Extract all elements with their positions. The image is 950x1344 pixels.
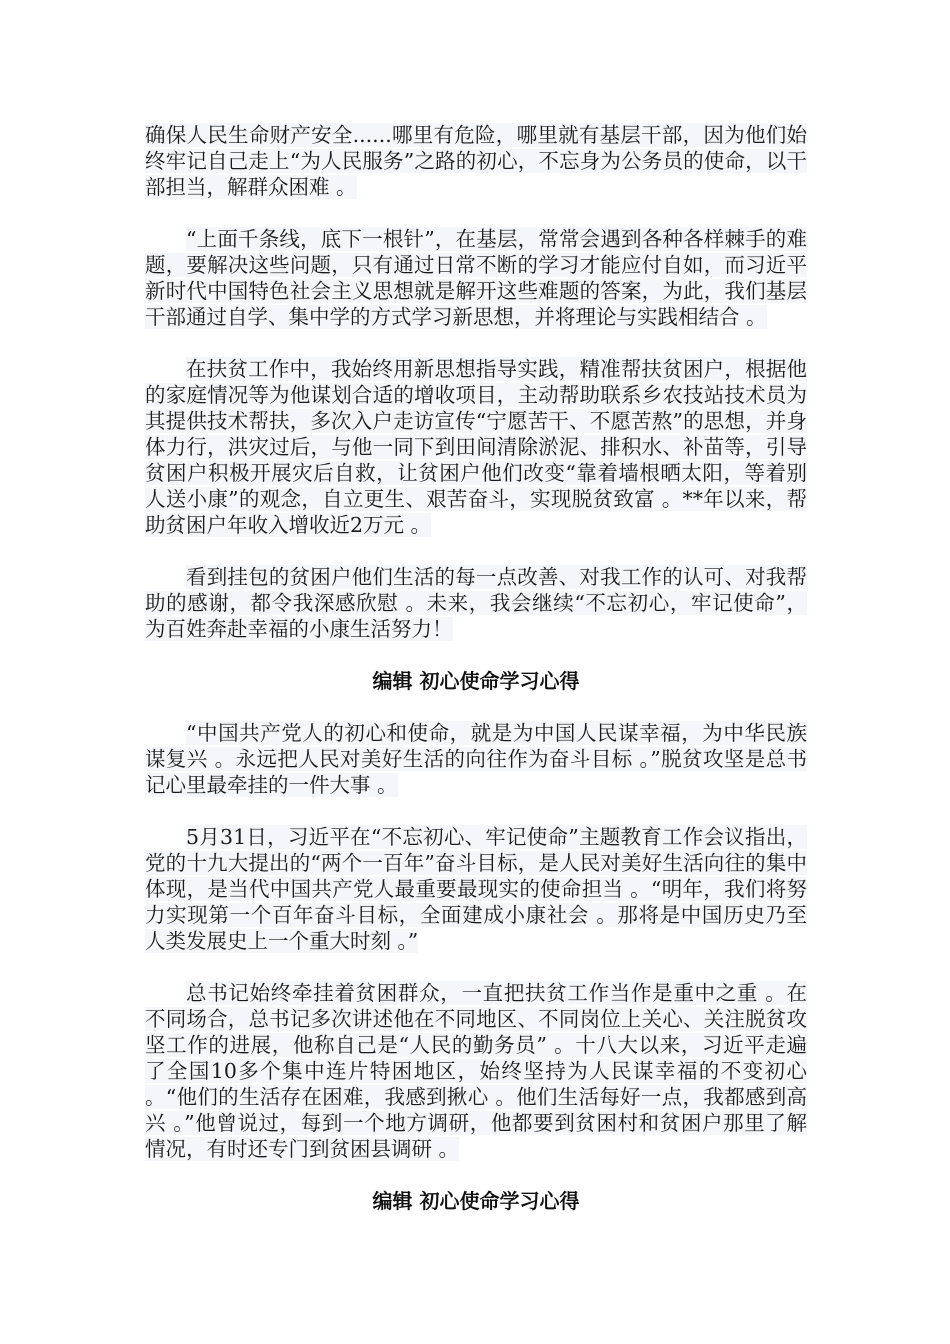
paragraph-safety	[145, 122, 807, 200]
paragraph-general-secretary	[145, 980, 807, 1162]
paragraph-study	[145, 226, 807, 330]
paragraph-text: 5月31日，习近平在“不忘初心、牢记使命”主题教育工作会议指出，党的十九大提出的“两个一百年”奋斗目标，是人民对美好生活向往的集中体现，是当代中国共产党人最重要最现实的使命担当 。“明年，我们将努力实现第一个百年奋斗目标，全面建成小康社会 。那将是中国历史乃至人类发展史上一个重大时刻 。”	[145, 825, 807, 953]
paragraph-text: 总书记始终牵挂着贫困群众，一直把扶贫工作当作是重中之重 。在不同场合，总书记多次讲述他在不同地区、不同岗位上关心、关注脱贫攻坚工作的进展，他称自己是“人民的勤务员” 。十八大以来，习近平走遍了全国10多个集中连片特困地区，始终坚持为人民谋幸福的不变初心 。“他们的生活存在困难，我感到揪心 。他们生活每好一点，我都感到高兴 。”他曾说过，每到一个地方调研，他都要到贫困村和贫困户那里了解情况，有时还专门到贫困县调研 。	[145, 981, 807, 1161]
paragraph-text: 确保人民生命财产安全......哪里有危险，哪里就有基层干部，因为他们始终牢记自己走上“为人民服务”之路的初心，不忘身为公务员的使命，以干部担当，解群众困难 。	[145, 123, 807, 199]
paragraph-poverty-work	[145, 356, 807, 538]
paragraph-text: “上面千条线，底下一根针”，在基层，常常会遇到各种各样棘手的难题，要解决这些问题，只有通过日常不断的学习才能应付自如，而习近平新时代中国特色社会主义思想就是解开这些难题的答案，为此，我们基层干部通过自学、集中学的方式学习新思想，并将理论与实践相结合 。	[145, 227, 807, 329]
document-page	[145, 122, 807, 1240]
paragraph-mission-quote	[145, 720, 807, 798]
paragraph-text: 看到挂包的贫困户他们生活的每一点改善、对我工作的认可、对我帮助的感谢，都令我深感欣慰 。未来，我会继续“不忘初心，牢记使命”，为百姓奔赴幸福的小康生活努力！	[145, 565, 807, 641]
paragraph-text: 在扶贫工作中，我始终用新思想指导实践，精准帮扶贫困户，根据他的家庭情况等为他谋划合适的增收项目，主动帮助联系乡农技站技术员为其提供技术帮扶，多次入户走访宣传“宁愿苦干、不愿苦熬”的思想，并身体力行，洪灾过后，与他一同下到田间清除淤泥、排积水、补苗等，引导贫困户积极开展灾后自救，让贫困户他们改变“靠着墙根晒太阳，等着别人送小康”的观念，自立更生、艰苦奋斗，实现脱贫致富 。**年以来，帮助贫困户年收入增收近2万元 。	[145, 357, 807, 537]
paragraph-may-31	[145, 824, 807, 954]
paragraph-reflection	[145, 564, 807, 642]
section-heading: 编辑 初心使命学习心得	[372, 1189, 580, 1213]
section-heading: 编辑 初心使命学习心得	[372, 669, 580, 693]
paragraph-text: “中国共产党人的初心和使命，就是为中国人民谋幸福，为中华民族谋复兴 。永远把人民对美好生活的向往作为奋斗目标 。”脱贫攻坚是总书记心里最牵挂的一件大事 。	[145, 721, 807, 797]
